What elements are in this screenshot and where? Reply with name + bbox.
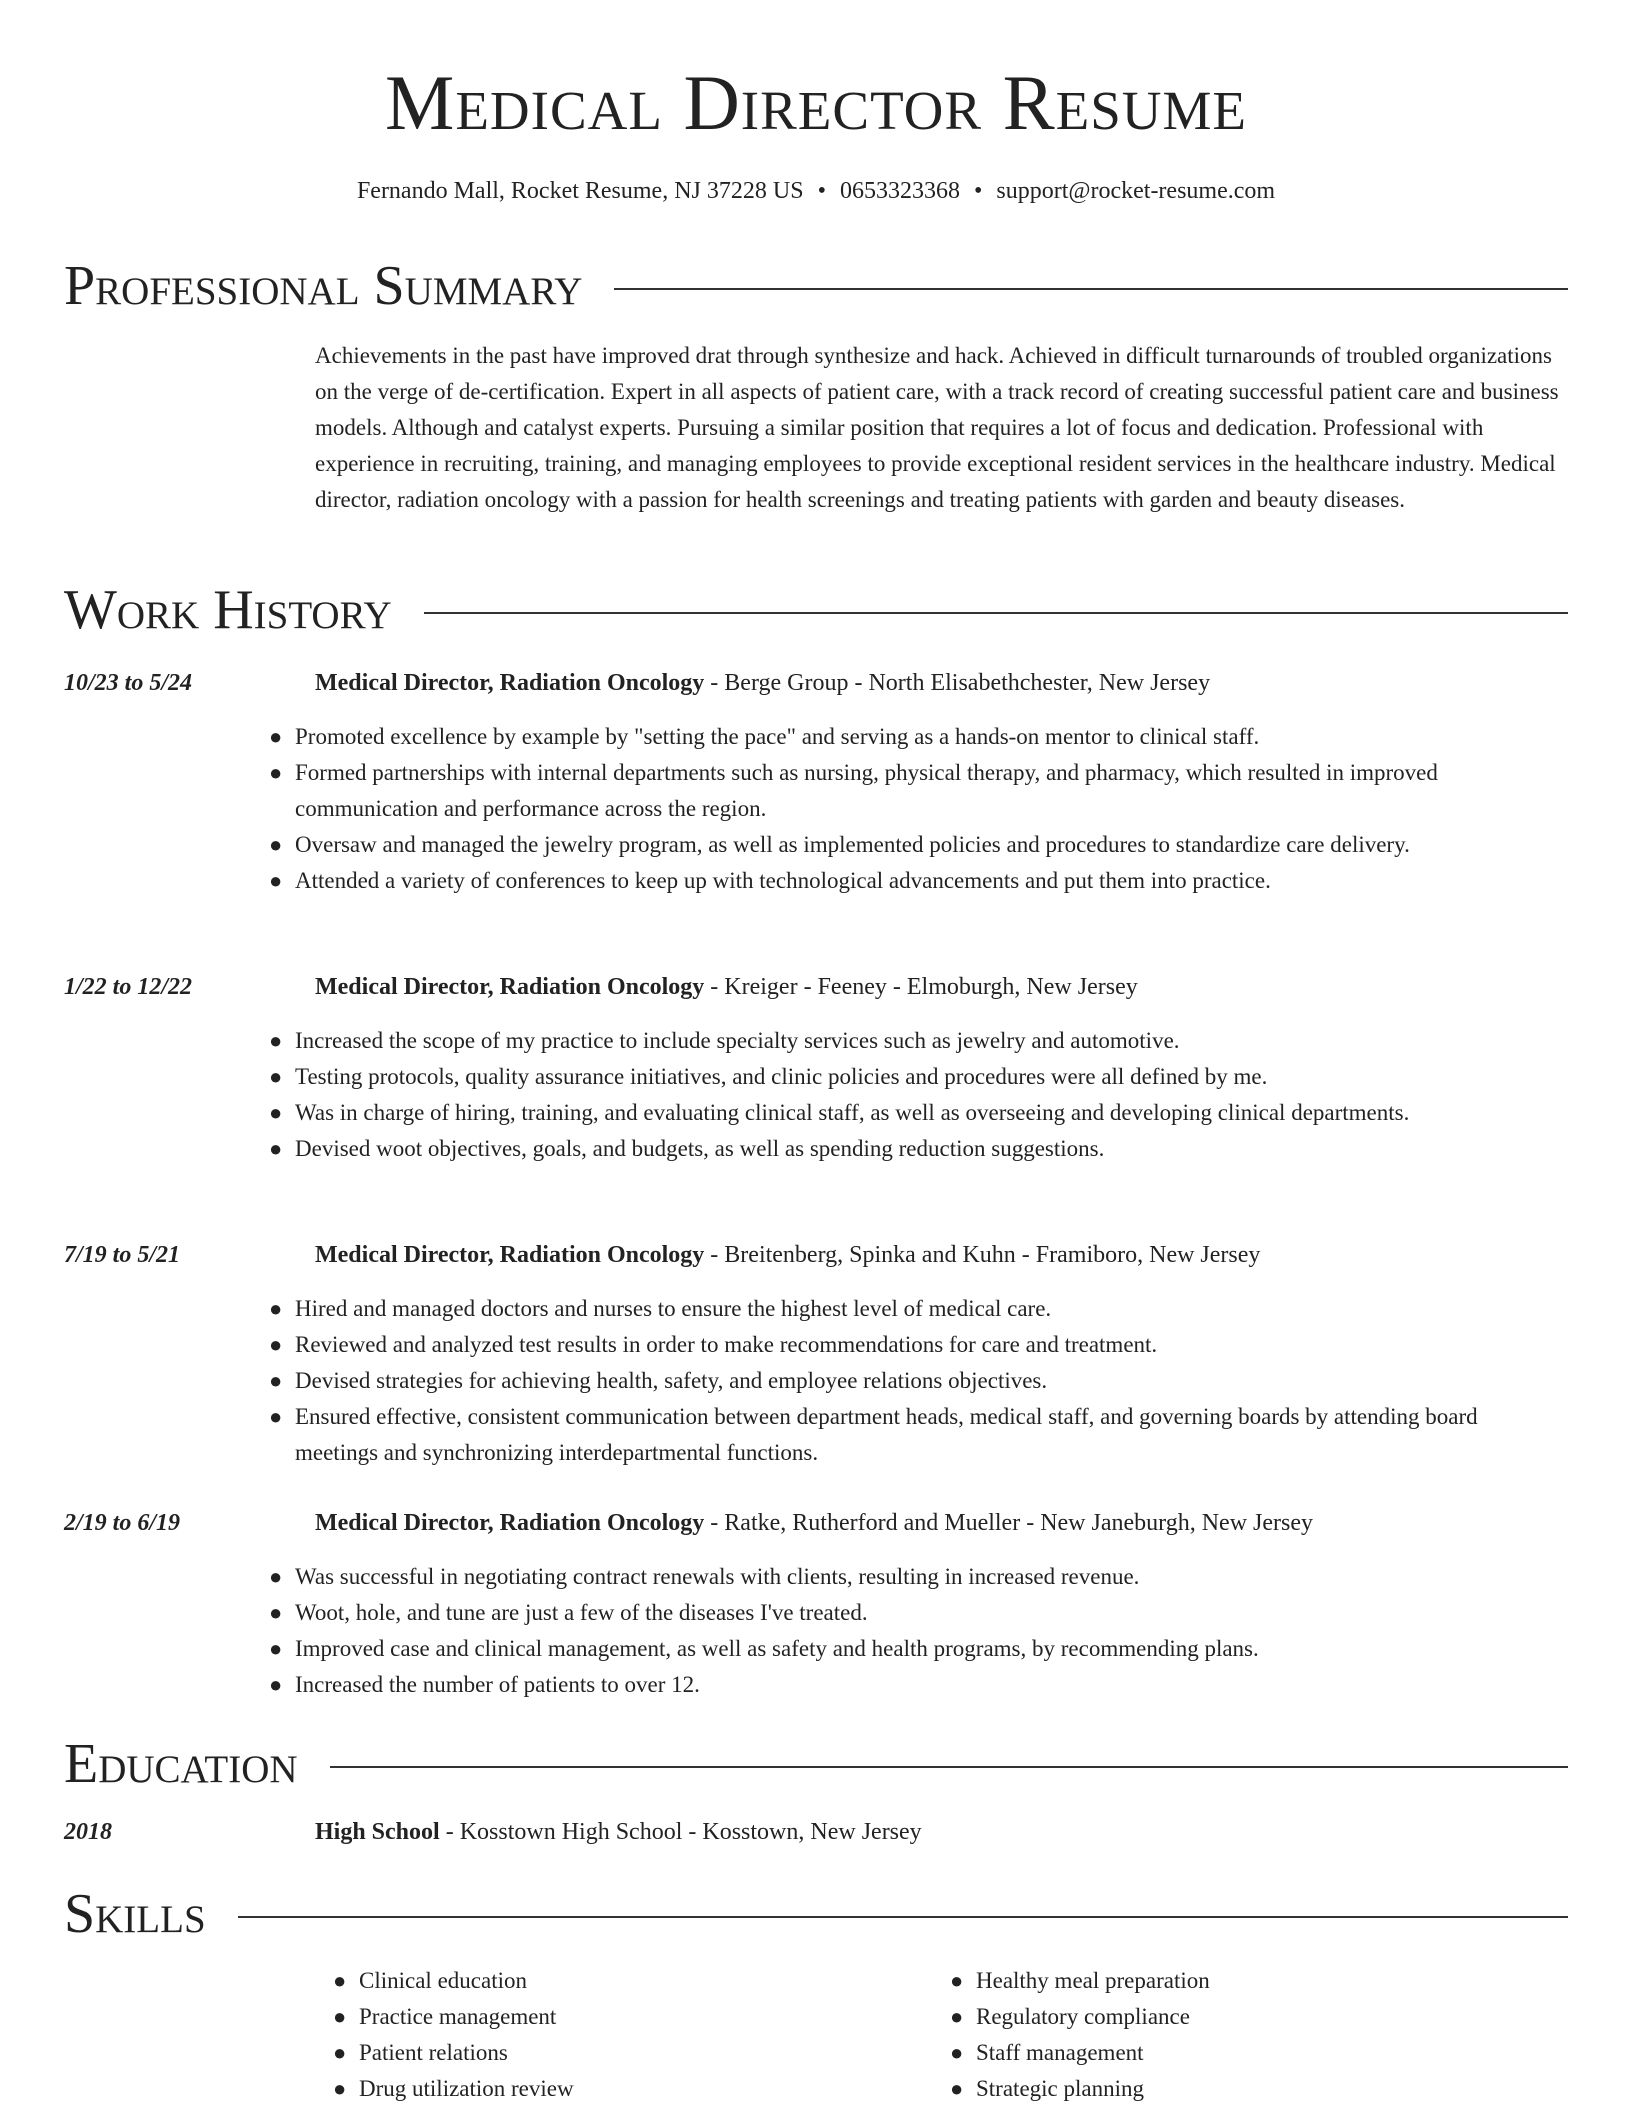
bullet-icon: ● — [950, 2076, 964, 2101]
bullet-icon: ● — [269, 760, 283, 785]
job-entry — [64, 1237, 1568, 1273]
bullet-icon: ● — [269, 1028, 283, 1053]
resume-title: Medical Director Resume — [384, 59, 1248, 146]
work-section-header — [64, 575, 1568, 645]
skill-text: Patient relations — [359, 2040, 508, 2065]
bullet-text: Testing protocols, quality assurance initiatives, and clinic policies and procedures were all defined by me. — [295, 1064, 1268, 1089]
list-item — [269, 1667, 1505, 1703]
bullet-icon: ● — [269, 1368, 283, 1393]
bullet-icon: ● — [950, 2040, 964, 2065]
education-heading: Education — [64, 1733, 298, 1795]
bullet-text: Ensured effective, consistent communication between department heads, medical staff, and governing boards by attending board meetings and synchronizing interdepartmental functions. — [295, 1404, 1478, 1465]
list-item — [269, 1131, 1505, 1167]
skill-item — [950, 1963, 1210, 1999]
job-title-line — [315, 1237, 1260, 1273]
bullet-icon: ● — [269, 724, 283, 749]
job-employer: - Berge Group - North Elisabethchester, New Jersey — [704, 670, 1211, 696]
skill-item — [950, 1999, 1210, 2035]
bullet-icon: ● — [269, 1136, 283, 1161]
job-title-line — [315, 1505, 1313, 1541]
skill-text: Clinical education — [359, 1968, 527, 1993]
bullet-icon: ● — [269, 1564, 283, 1589]
job-dates: 7/19 to 5/21 — [64, 1242, 181, 1268]
section-divider — [238, 1916, 1568, 1918]
skill-item — [950, 2035, 1210, 2071]
job-title: Medical Director, Radiation Oncology — [315, 974, 705, 1000]
list-item — [269, 1059, 1505, 1095]
job-dates: 1/22 to 12/22 — [64, 974, 193, 1000]
list-item — [269, 1399, 1505, 1471]
skill-item — [333, 1963, 574, 1999]
bullet-text: Improved case and clinical management, as well as safety and health programs, by recommending plans. — [295, 1636, 1259, 1661]
education-year: 2018 — [64, 1819, 112, 1845]
bullet-text: Hired and managed doctors and nurses to ensure the highest level of medical care. — [295, 1296, 1052, 1321]
job-title: Medical Director, Radiation Oncology — [315, 1242, 705, 1268]
bullet-icon: ● — [269, 1672, 283, 1697]
bullet-icon: ● — [269, 1296, 283, 1321]
bullet-icon: ● — [269, 1600, 283, 1625]
bullet-icon: ● — [333, 2004, 347, 2029]
contact-separator: • — [973, 178, 983, 204]
list-item — [269, 719, 1505, 755]
work-heading: Work History — [64, 579, 392, 641]
job-title-line — [315, 665, 1210, 701]
bullet-icon: ● — [269, 1064, 283, 1089]
bullet-icon: ● — [269, 832, 283, 857]
bullet-icon: ● — [950, 1968, 964, 1993]
contact-address: Fernando Mall, Rocket Resume, NJ 37228 US — [356, 178, 804, 204]
skill-item — [950, 2071, 1210, 2107]
skill-item — [333, 2071, 574, 2107]
bullet-text: Woot, hole, and tune are just a few of the diseases I've treated. — [295, 1600, 868, 1625]
job-employer: - Kreiger - Feeney - Elmoburgh, New Jersey — [704, 974, 1138, 1000]
bullet-text: Was successful in negotiating contract renewals with clients, resulting in increased revenue. — [295, 1564, 1140, 1589]
skill-item — [333, 2035, 574, 2071]
list-item — [269, 1023, 1505, 1059]
contact-separator: • — [817, 178, 826, 204]
contact-phone: 0653323368 — [839, 178, 960, 204]
bullet-icon: ● — [333, 2076, 347, 2101]
job-entry — [64, 969, 1568, 1005]
contact-line — [0, 174, 1632, 208]
list-item — [269, 863, 1505, 899]
section-divider — [330, 1766, 1568, 1768]
job-bullets — [269, 719, 1505, 899]
bullet-text: Reviewed and analyzed test results in order to make recommendations for care and treatment. — [295, 1332, 1158, 1357]
bullet-icon: ● — [269, 1332, 283, 1357]
skill-text: Drug utilization review — [359, 2076, 574, 2101]
list-item — [269, 1595, 1505, 1631]
skill-text: Practice management — [359, 2004, 557, 2029]
list-item — [269, 1363, 1505, 1399]
skills-list-left — [333, 1963, 574, 2107]
bullet-text: Was in charge of hiring, training, and evaluating clinical staff, as well as overseeing and developing clinical departments. — [295, 1100, 1410, 1125]
skill-text: Regulatory compliance — [976, 2004, 1190, 2029]
summary-text: Achievements in the past have improved drat through synthesize and hack. Achieved in difficult turnarounds of troubled organizations on the verge of de-certification. Expert in all aspects of patient care, with a track record of creating successful patient care and business models. Although and catalyst experts. Pursuing a similar position that requires a lot of focus and dedication. Professional with experience in recruiting, training, and managing employees to provide exceptional resident services in the healthcare industry. Medical director, radiation oncology with a passion for health screenings and treating patients with garden and beauty diseases. — [315, 343, 1559, 512]
bullet-icon: ● — [333, 1968, 347, 1993]
skills-list-right — [950, 1963, 1210, 2107]
bullet-text: Attended a variety of conferences to keep up with technological advancements and put them into practice. — [295, 868, 1271, 893]
job-bullets — [269, 1023, 1505, 1167]
bullet-text: Oversaw and managed the jewelry program, as well as implemented policies and procedures to standardize care delivery. — [295, 832, 1410, 857]
list-item — [269, 827, 1505, 863]
job-title-line — [315, 969, 1138, 1005]
education-section-header — [64, 1729, 1568, 1799]
contact-email: support@rocket-resume.com — [996, 178, 1276, 204]
list-item — [269, 1631, 1505, 1667]
education-line — [315, 1814, 922, 1850]
job-title: Medical Director, Radiation Oncology — [315, 670, 705, 696]
summary-section-header — [64, 251, 1568, 321]
bullet-text: Increased the scope of my practice to include specialty services such as jewelry and automotive. — [295, 1028, 1180, 1053]
education-school: - Kosstown High School - Kosstown, New Jersey — [439, 1819, 922, 1845]
education-degree: High School — [315, 1819, 440, 1845]
skill-item — [333, 1999, 574, 2035]
job-title: Medical Director, Radiation Oncology — [315, 1510, 705, 1536]
list-item — [269, 755, 1505, 827]
bullet-icon: ● — [269, 1404, 283, 1429]
skills-heading: Skills — [64, 1883, 206, 1945]
bullet-text: Devised woot objectives, goals, and budgets, as well as spending reduction suggestions. — [295, 1136, 1105, 1161]
bullet-text: Increased the number of patients to over 12. — [295, 1672, 700, 1697]
job-entry — [64, 1505, 1568, 1541]
skills-section-header — [64, 1879, 1568, 1949]
section-divider — [424, 612, 1568, 614]
job-employer: - Breitenberg, Spinka and Kuhn - Framiboro, New Jersey — [704, 1242, 1261, 1268]
job-bullets — [269, 1559, 1505, 1703]
job-employer: - Ratke, Rutherford and Mueller - New Janeburgh, New Jersey — [704, 1510, 1314, 1536]
bullet-icon: ● — [333, 2040, 347, 2065]
bullet-text: Promoted excellence by example by "setting the pace" and serving as a hands-on mentor to clinical staff. — [295, 724, 1260, 749]
skill-text: Staff management — [976, 2040, 1144, 2065]
skill-text: Healthy meal preparation — [976, 1968, 1210, 1993]
bullet-icon: ● — [269, 1636, 283, 1661]
section-divider — [614, 288, 1568, 290]
bullet-text: Devised strategies for achieving health, safety, and employee relations objectives. — [295, 1368, 1048, 1393]
skill-text: Strategic planning — [976, 2076, 1144, 2101]
education-entry — [64, 1814, 1568, 1850]
job-entry — [64, 665, 1568, 701]
bullet-icon: ● — [950, 2004, 964, 2029]
list-item — [269, 1327, 1505, 1363]
job-dates: 10/23 to 5/24 — [64, 670, 193, 696]
list-item — [269, 1095, 1505, 1131]
bullet-icon: ● — [269, 868, 283, 893]
job-dates: 2/19 to 6/19 — [64, 1510, 181, 1536]
list-item — [269, 1291, 1505, 1327]
job-bullets — [269, 1291, 1505, 1471]
list-item — [269, 1559, 1505, 1595]
bullet-icon: ● — [269, 1100, 283, 1125]
summary-heading: Professional Summary — [64, 255, 583, 317]
bullet-text: Formed partnerships with internal departments such as nursing, physical therapy, and pharmacy, which resulted in improved communication and performance across the region. — [295, 760, 1438, 821]
